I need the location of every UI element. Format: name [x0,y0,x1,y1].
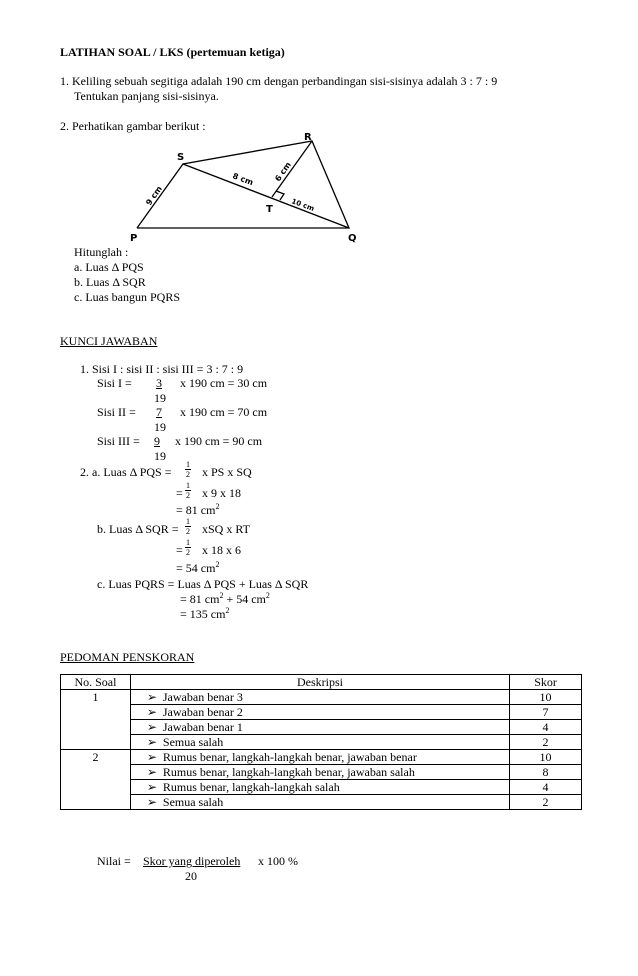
answer-2b-result: = 54 $cm^2$ [176,560,220,575]
cell-no-soal [61,765,131,780]
arrow-bullet-icon: ➢ [146,780,157,794]
question-1: 1. Keliling sebuah segitiga adalah 190 cm dengan perbandingan sisi-sisinya adalah 3 : 7 : 9 [60,74,498,88]
arrow-bullet-icon: ➢ [146,735,157,749]
cell-deskripsi-text: Jawaban benar 2 [162,705,243,719]
table-row [61,690,582,705]
scoring-table [60,674,582,810]
table-row [61,705,582,720]
sisi-1-num: 3 [156,376,162,390]
table-row [61,780,582,795]
arrow-bullet-icon: ➢ [146,750,157,764]
answer-2b-half-2: $\frac{1}{2}$ [186,538,190,557]
cell-deskripsi [130,735,509,750]
task-b: b. Luas Δ SQR [74,275,146,289]
diagonal-sq [183,164,349,228]
table-header-row [61,675,582,690]
cell-deskripsi [130,795,509,810]
cell-deskripsi-text: Jawaban benar 1 [162,720,243,734]
cell-deskripsi [130,750,509,765]
cell-deskripsi-text: Jawaban benar 3 [162,690,243,704]
sisi-1-rest: x 190 cm = 30 cm [180,376,268,390]
vertex-p: P [130,233,138,244]
arrow-bullet-icon: ➢ [146,795,157,809]
answer-2b-half: $\frac{1}{2}$ [186,517,190,536]
sisi-3-num: 9 [154,434,160,448]
arrow-bullet-icon: ➢ [146,705,157,719]
table-row [61,750,582,765]
question-1-task: Tentukan panjang sisi-sisinya. [74,89,219,103]
answer-2a-half-2: $\frac{1}{2}$ [186,481,190,500]
label-rt: 6 cm [273,160,293,184]
cell-deskripsi-text: Semua salah [162,735,224,749]
vertex-r: R [304,132,312,143]
cell-deskripsi-text: Rumus benar, langkah-langkah benar, jawaban salah [162,765,415,779]
answer-2a-rest-2: x 9 x 18 [202,486,241,500]
cell-deskripsi [130,765,509,780]
table-row [61,795,582,810]
arrow-bullet-icon: ➢ [146,690,157,704]
cell-no-soal [61,780,131,795]
answer-2b-eq: = [176,543,183,557]
page-title: LATIHAN SOAL / LKS (pertemuan ketiga) [60,45,285,59]
sisi-1-label: Sisi I = [97,376,132,390]
cell-no-soal: 2 [61,750,131,765]
answer-2c-line2: = 81 $cm^2 + 54$ $cm^2$ [180,591,270,606]
cell-skor: 10 [510,690,582,705]
arrow-bullet-icon: ➢ [146,765,157,779]
table-row [61,765,582,780]
sisi-3-label: Sisi III = [97,434,140,448]
cell-deskripsi [130,690,509,705]
label-ps: 9 cm [144,184,164,208]
sisi-1-den: 19 [154,391,166,405]
vertex-t: T [266,204,273,215]
header-no-soal: No. Soal [61,675,131,690]
answer-2c-label: c. Luas PQRS = Luas Δ PQS + Luas Δ SQR [97,577,309,591]
cell-no-soal [61,795,131,810]
answer-1-ratio: 1. Sisi I : sisi II : sisi III = 3 : 7 : 9 [80,362,244,376]
header-skor: Skor [510,675,582,690]
nilai-denominator: 20 [185,869,197,883]
answer-2a-rest: x PS x SQ [202,465,252,479]
nilai-multiplier: x 100 % [258,854,298,868]
cell-no-soal [61,735,131,750]
sisi-2-rest: x 190 cm = 70 cm [180,405,268,419]
sisi-2-num: 7 [156,405,162,419]
label-tq: 10 cm [290,197,316,213]
answer-2a-half: $\frac{1}{2}$ [186,460,190,479]
answer-2c-result: = 135 $cm^2$ [180,606,230,621]
sisi-2-den: 19 [154,420,166,434]
sisi-2-label: Sisi II = [97,405,136,419]
answer-2a-eq: = [176,486,183,500]
header-deskripsi: Deskripsi [130,675,509,690]
cell-deskripsi-text: Rumus benar, langkah-langkah salah [162,780,340,794]
answer-2a-label: 2. a. Luas Δ PQS = [80,465,172,479]
cell-skor: 2 [510,735,582,750]
vertex-s: S [177,152,185,163]
table-row [61,720,582,735]
answer-2b-rest-2: x 18 x 6 [202,543,241,557]
answer-2b-label: b. Luas Δ SQR = [97,522,179,536]
cell-deskripsi [130,720,509,735]
quadrilateral-pqrs [137,141,349,228]
label-st: 8 cm [231,171,255,188]
cell-no-soal: 1 [61,690,131,705]
cell-deskripsi [130,705,509,720]
nilai-numerator: Skor yang diperoleh [143,854,241,868]
cell-deskripsi [130,780,509,795]
sisi-3-rest: x 190 cm = 90 cm [175,434,263,448]
kunci-heading: KUNCI JAWABAN [60,334,158,348]
cell-deskripsi-text: Rumus benar, langkah-langkah benar, jawaban benar [162,750,417,764]
table-row [61,735,582,750]
cell-skor: 4 [510,720,582,735]
hitunglah-label: Hitunglah : [74,245,129,259]
cell-skor: 10 [510,750,582,765]
task-a: a. Luas Δ PQS [74,260,144,274]
task-c: c. Luas bangun PQRS [74,290,180,304]
answer-2b-rest: xSQ x RT [202,522,250,536]
answer-2a-result: = 81 $cm^2$ [176,502,220,517]
cell-skor: 7 [510,705,582,720]
cell-no-soal [61,705,131,720]
cell-no-soal [61,720,131,735]
cell-skor: 8 [510,765,582,780]
geometry-figure [0,0,638,250]
arrow-bullet-icon: ➢ [146,720,157,734]
question-2: 2. Perhatikan gambar berikut : [60,119,206,133]
vertex-q: Q [348,233,357,244]
cell-skor: 4 [510,780,582,795]
height-rt [272,141,312,197]
cell-skor: 2 [510,795,582,810]
sisi-3-den: 19 [154,449,166,463]
nilai-label: Nilai = [97,854,131,868]
right-angle-mark [276,191,284,200]
cell-deskripsi-text: Semua salah [162,795,224,809]
pedoman-heading: PEDOMAN PENSKORAN [60,650,195,664]
